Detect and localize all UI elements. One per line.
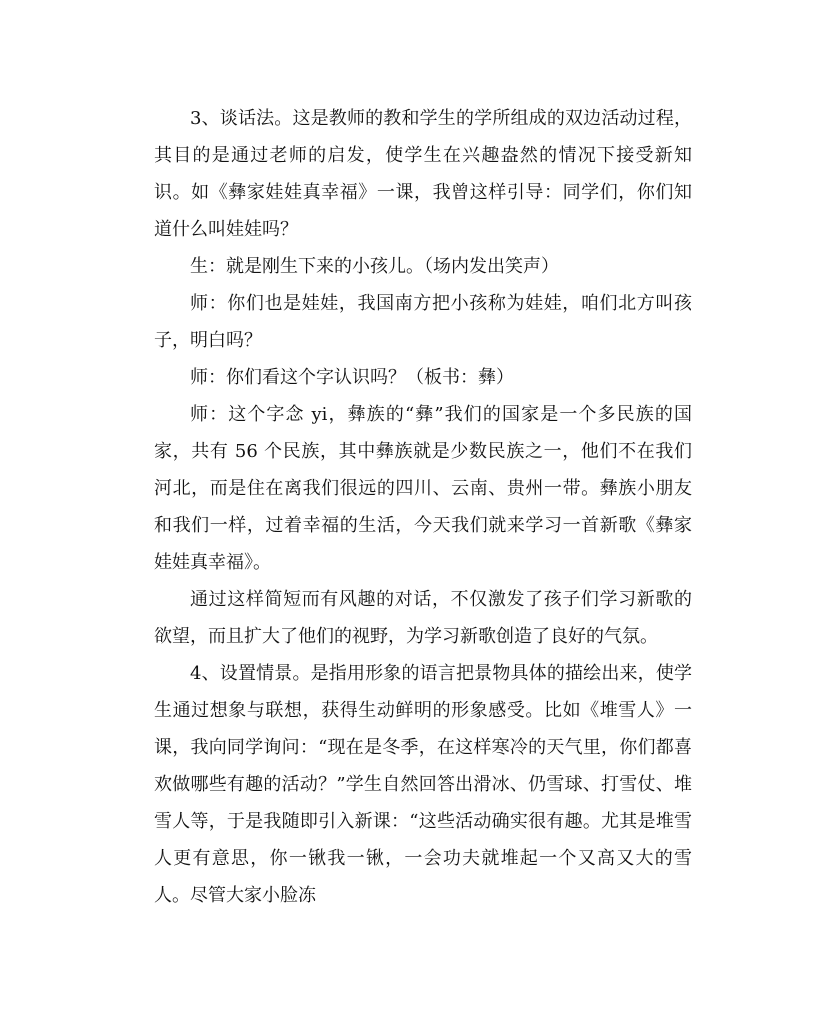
paragraph-student-answer: 生：就是刚生下来的小孩儿。（场内发出笑声） [190, 256, 559, 277]
paragraph-summary: 通过这样简短而有风趣的对话，不仅激发了孩子们学习新歌的欲望，而且扩大了他们的视野，为学习新歌创造了良好的气氛。 [154, 589, 692, 647]
document-page [154, 100, 692, 914]
paragraph-talk-method: 3、谈话法。这是教师的教和学生的学所组成的双边活动过程，其目的是通过老师的启发，使学生在兴趣盎然的情况下接受新知识。如《彝家娃娃真幸福》一课，我曾这样引导：同学们，你们知道什么叫娃娃吗？ [154, 108, 692, 240]
paragraph-teacher-explain: 师：你们也是娃娃，我国南方把小孩称为娃娃，咱们北方叫孩子，明白吗？ [154, 293, 692, 351]
paragraph-teacher-question: 师：你们看这个字认识吗？（板书：彝） [190, 367, 514, 388]
paragraph-teacher-yi: 师：这个字念 yi，彝族的“彝”我们的国家是一个多民族的国家，共有 56 个民族，其中彝族就是少数民族之一，他们不在我们河北，而是住在离我们很远的四川、云南、贵州一带。彝族小朋友和我们一样，过着幸福的生活，今天我们就来学习一首新歌《彝家娃娃真幸福》。 [154, 404, 692, 573]
paragraph-set-scene: 4、设置情景。是指用形象的语言把景物具体的描绘出来，使学生通过想象与联想，获得生动鲜明的形象感受。比如《堆雪人》一课，我向同学询问：“现在是冬季，在这样寒冷的天气里，你们都喜欢做哪些有趣的活动？”学生自然回答出滑冰、仍雪球、打雪仗、堆雪人等，于是我随即引入新课：“这些活动确实很有趣。尤其是堆雪人更有意思，你一锹我一锹，一会功夫就堆起一个又高又大的雪人。尽管大家小脸冻 [154, 663, 692, 906]
